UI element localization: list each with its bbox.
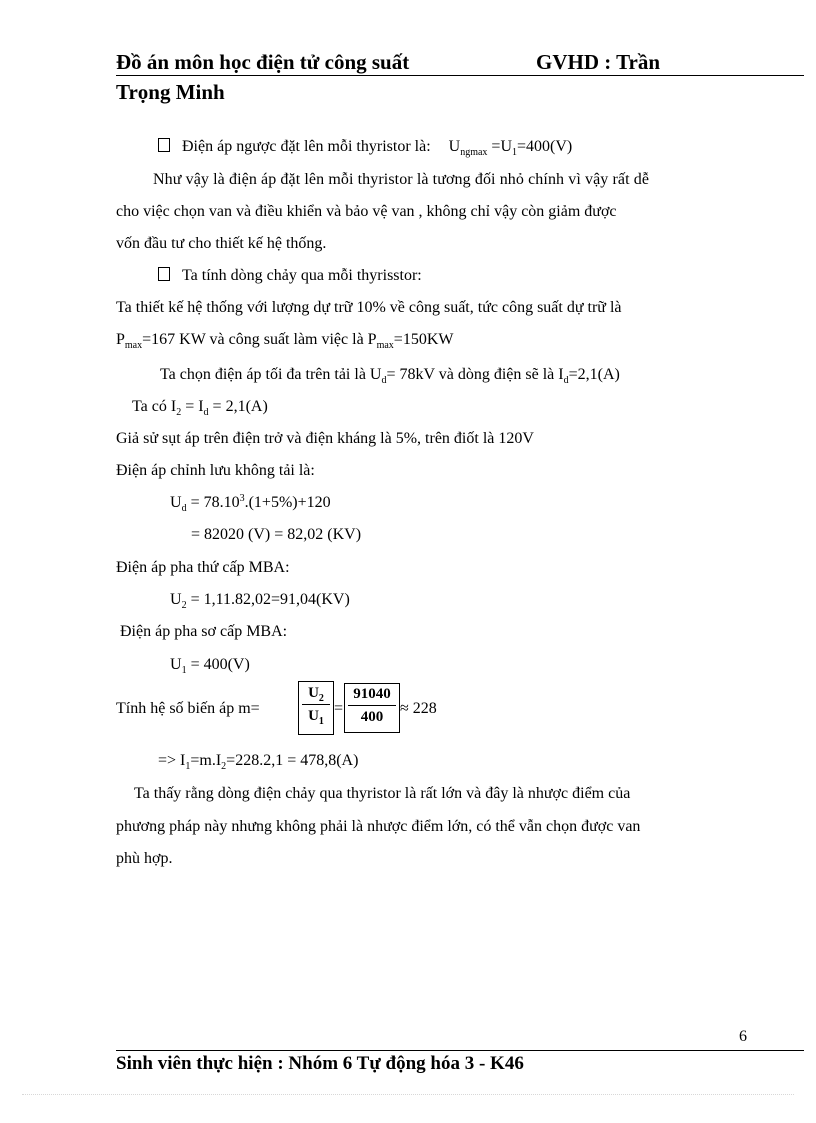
bullet-line-1-text: Điện áp ngược đặt lên mỗi thyristor là: — [182, 138, 431, 155]
bullet-line-1 — [158, 137, 572, 157]
equation-ud: $U_d = 78.10^3.(1+5\%)+120$ — [170, 493, 331, 514]
para1-line3: vốn đầu tư cho thiết kế hệ thống. — [116, 235, 327, 252]
para6: Điện áp chỉnh lưu không tải là: — [116, 462, 315, 479]
para1-line1: Như vậy là điện áp đặt lên mỗi thyristor là tương đối nhỏ chính vì vậy rất dễ — [153, 171, 650, 188]
bullet-line-2-text: Ta tính dòng chảy qua mỗi thyrisstor: — [182, 267, 422, 284]
fraction-u2-u1: $U_2$ $U_1$ — [298, 681, 334, 735]
fraction-91040-400: 91040 400 — [344, 683, 400, 733]
para10-line2: phương pháp này nhưng không phải là nhược điểm lớn, có thể vẫn chọn được van — [116, 818, 641, 835]
page-number: 6 — [739, 1028, 747, 1045]
header-gvhd-cont: Trọng Minh — [116, 80, 225, 104]
ratio-result: ≈ 228 — [400, 700, 437, 717]
para8: Điện áp pha sơ cấp MBA: — [120, 623, 288, 640]
para10-line3: phù hợp. — [116, 850, 173, 867]
para4: Ta có $I_2 = I_d = 2,1(A)$ — [132, 398, 268, 418]
para3: Ta chọn điện áp tối đa trên tải là $U_d= 78kV$ và dòng điện sẽ là $I_d=2,1(A)$ — [160, 366, 620, 386]
equation-u1: $U_1 = 400(V)$ — [170, 656, 250, 676]
para5: Giả sử sụt áp trên điện trở và điện kháng là 5%, trên điốt là 120V — [116, 430, 534, 447]
bullet-line-2 — [158, 266, 422, 286]
header-rule — [116, 75, 804, 76]
equation-u2: $U_2 = 1,11.82,02=91,04(KV)$ — [170, 591, 350, 611]
equation-ud-result: = 82020 (V) = 82,02 (KV) — [191, 526, 362, 543]
para9-label: Tính hệ số biến áp m= — [116, 700, 260, 717]
para2-line2: $P_{max}=167$ KW và công suất làm việc là $P_{max}=150KW$ — [116, 331, 454, 351]
para7: Điện áp pha thứ cấp MBA: — [116, 559, 290, 576]
equals-sign: = — [334, 700, 344, 717]
para2-line1: Ta thiết kế hệ thống với lượng dự trữ 10% về công suất, tức công suất dự trữ là — [116, 299, 622, 316]
checkbox-bullet-icon — [158, 138, 170, 152]
equation-i1: => $I_1=m.I_2=228.2,1 = 478,8(A)$ — [158, 752, 359, 772]
header-gvhd: GVHD : Trần — [536, 50, 661, 74]
equation-ungmax: $U_{ngmax} =U_1=400(V)$ — [448, 138, 573, 158]
para1-line2: cho việc chọn van và điều khiển và bảo vệ van , không chỉ vậy còn giảm được — [116, 203, 617, 220]
page-edge-divider — [22, 1094, 794, 1095]
footer-text: Sinh viên thực hiện : Nhóm 6 Tự động hóa 3 - K46 — [116, 1053, 524, 1074]
para10-line1: Ta thấy rằng dòng điện chảy qua thyristor là rất lớn và đây là nhược điểm của — [134, 785, 631, 802]
header-title: Đồ án môn học điện tử công suất — [116, 50, 410, 74]
footer-rule — [116, 1050, 804, 1051]
checkbox-bullet-icon — [158, 267, 170, 281]
